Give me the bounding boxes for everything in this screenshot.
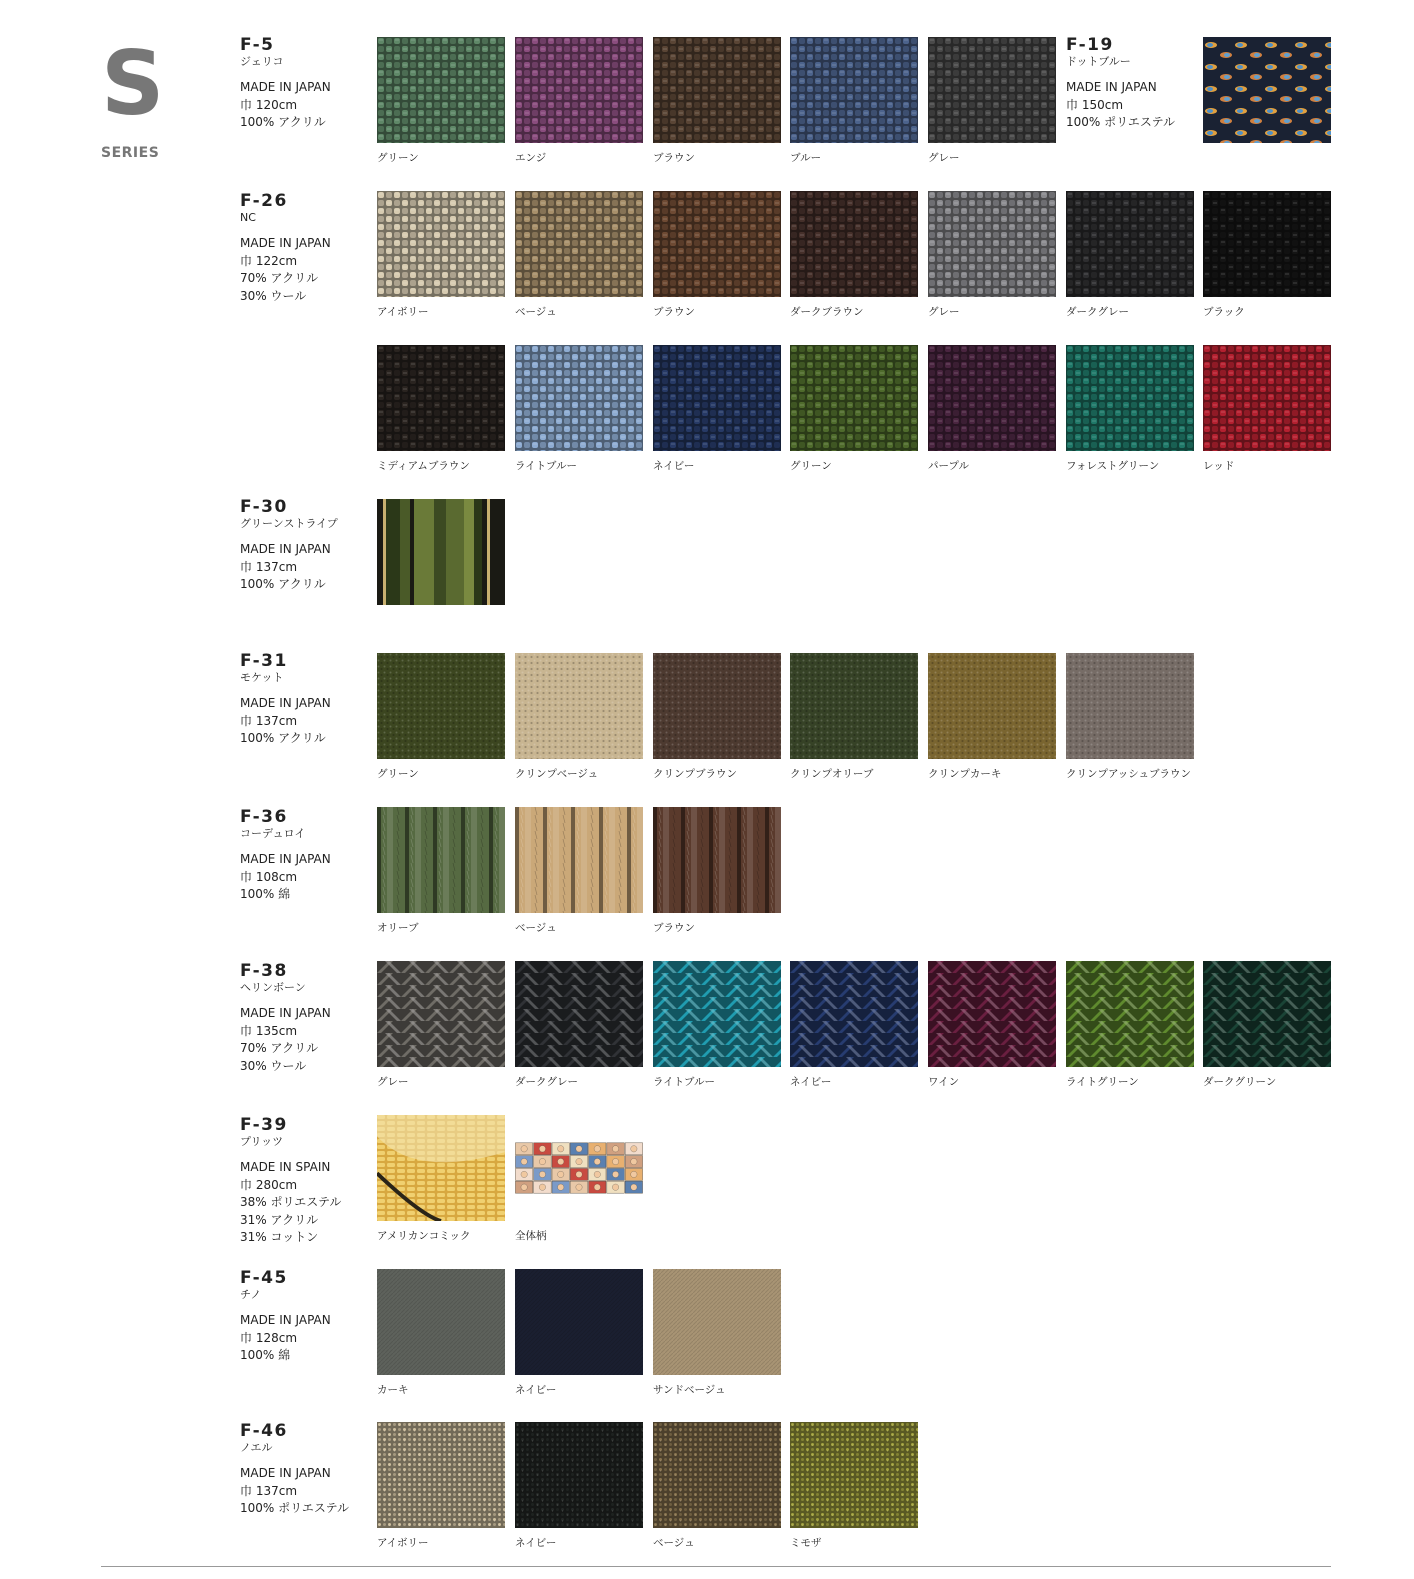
- fabric-spec: 30% ウール: [240, 1058, 307, 1073]
- swatch-label: ネイビー: [515, 1537, 557, 1549]
- swatch-label: ワイン: [928, 1076, 960, 1088]
- fabric-spec: 100% ポリエステル: [240, 1501, 350, 1515]
- fabric-spec: 100% アクリル: [240, 577, 326, 591]
- fabric-swatch: [928, 191, 1056, 297]
- fabric-spec: MADE IN JAPAN: [240, 852, 331, 866]
- fabric-swatch: [515, 191, 643, 297]
- fabric-info: [240, 652, 365, 748]
- swatch-label: クリンプベージュ: [515, 768, 599, 780]
- swatch-label: フォレストグリーン: [1066, 460, 1160, 472]
- fabric-swatch: [653, 345, 781, 451]
- fabric-spec: 巾 108cm: [240, 869, 298, 884]
- swatch-label: カーキ: [377, 1384, 409, 1396]
- fabric-name: ヘリンボーン: [240, 981, 306, 994]
- swatch-label: エンジ: [515, 152, 547, 164]
- fabric-info: [240, 1116, 365, 1247]
- fabric-spec: MADE IN JAPAN: [240, 236, 331, 250]
- fabric-swatch: [928, 37, 1056, 143]
- swatch-label: ライトグリーン: [1066, 1076, 1139, 1088]
- swatch-label: ブラウン: [653, 306, 695, 318]
- fabric-name: NC: [240, 211, 256, 224]
- swatch-label: ネイビー: [653, 460, 695, 472]
- swatch-label: クリンプカーキ: [928, 768, 1002, 780]
- fabric-spec: 巾 120cm: [240, 97, 298, 112]
- swatch-label: アメリカンコミック: [377, 1230, 471, 1242]
- fabric-spec: 100% 綿: [240, 1348, 291, 1362]
- swatch-label: グレー: [928, 306, 960, 318]
- swatch-label: グレー: [377, 1076, 409, 1088]
- swatch-label: ベージュ: [515, 306, 557, 318]
- fabric-spec: MADE IN JAPAN: [240, 80, 331, 94]
- fabric-swatch: [1066, 653, 1194, 759]
- swatch-label: ミモザ: [790, 1537, 822, 1549]
- fabric-swatch: [790, 653, 918, 759]
- fabric-swatch: [377, 1115, 505, 1221]
- fabric-swatch: [515, 1422, 643, 1528]
- fabric-spec: 70% アクリル: [240, 1041, 319, 1055]
- fabric-spec: 31% コットン: [240, 1230, 319, 1244]
- fabric-spec: MADE IN JAPAN: [240, 696, 331, 710]
- fabric-name: ジェリコ: [240, 55, 284, 68]
- fabric-name: チノ: [240, 1288, 262, 1301]
- fabric-spec: 巾 122cm: [240, 253, 298, 268]
- swatch-label: クリンプオリーブ: [790, 768, 874, 780]
- fabric-code: F-19: [1066, 35, 1114, 55]
- fabric-code: F-5: [240, 35, 275, 55]
- swatch-label: ライトブルー: [515, 460, 577, 472]
- fabric-swatch: [1203, 37, 1331, 143]
- fabric-spec: 100% 綿: [240, 887, 291, 901]
- swatch-label: ブラウン: [653, 922, 695, 934]
- fabric-swatch: [790, 1422, 918, 1528]
- fabric-name: ドットブルー: [1066, 55, 1131, 68]
- series-letter: S: [101, 32, 165, 135]
- fabric-swatch: [515, 1269, 643, 1375]
- swatch-label: パープル: [928, 460, 970, 472]
- swatch-label: ベージュ: [515, 922, 557, 934]
- swatch-label: グリーン: [377, 768, 419, 780]
- fabric-spec: 巾 137cm: [240, 1483, 298, 1498]
- swatch-label: グリーン: [377, 152, 419, 164]
- swatch-label: ライトブルー: [653, 1076, 715, 1088]
- fabric-info: [240, 1269, 365, 1365]
- fabric-spec: MADE IN JAPAN: [240, 1313, 331, 1327]
- fabric-swatch: [928, 653, 1056, 759]
- fabric-swatch: [377, 191, 505, 297]
- fabric-spec: 100% アクリル: [240, 115, 326, 129]
- swatch-label: オリーブ: [377, 922, 419, 934]
- fabric-name: プリッツ: [240, 1135, 284, 1148]
- fabric-swatch: [653, 1422, 781, 1528]
- swatch-label: クリンプブラウン: [653, 768, 737, 780]
- swatch-label: ブラック: [1203, 306, 1245, 318]
- fabric-swatch: [377, 653, 505, 759]
- fabric-spec: 巾 280cm: [240, 1177, 298, 1192]
- fabric-swatch: [653, 37, 781, 143]
- fabric-swatch: [515, 961, 643, 1067]
- swatch-label: ブルー: [790, 152, 822, 164]
- fabric-swatch: [653, 1269, 781, 1375]
- fabric-swatch: [928, 345, 1056, 451]
- fabric-swatch: [928, 961, 1056, 1067]
- fabric-info: [1066, 36, 1191, 132]
- swatch-label: ミディアムブラウン: [377, 460, 470, 472]
- swatch-label: ダークグリーン: [1203, 1076, 1277, 1088]
- fabric-spec: 100% ポリエステル: [1066, 115, 1176, 129]
- fabric-code: F-39: [240, 1115, 288, 1135]
- fabric-swatch: [1066, 191, 1194, 297]
- fabric-swatch: [1203, 961, 1331, 1067]
- fabric-swatch: [377, 345, 505, 451]
- fabric-name: ノエル: [240, 1441, 273, 1454]
- fabric-spec: 100% アクリル: [240, 731, 326, 745]
- fabric-code: F-26: [240, 191, 288, 211]
- swatch-label: クリンプアッシュブラウン: [1066, 768, 1192, 780]
- fabric-spec: 31% アクリル: [240, 1212, 319, 1227]
- fabric-spec: MADE IN JAPAN: [240, 1006, 331, 1020]
- swatch-label: ネイビー: [515, 1384, 557, 1396]
- fabric-swatch: [790, 37, 918, 143]
- swatch-label: グレー: [928, 152, 960, 164]
- swatch-label: アイボリー: [377, 306, 429, 318]
- fabric-spec: MADE IN JAPAN: [240, 1466, 331, 1480]
- fabric-spec: 70% アクリル: [240, 271, 319, 285]
- swatch-label: 全体柄: [515, 1230, 547, 1242]
- fabric-spec: 巾 128cm: [240, 1330, 298, 1345]
- fabric-info: [240, 498, 365, 594]
- fabric-swatch: [377, 1422, 505, 1528]
- fabric-spec: MADE IN SPAIN: [240, 1160, 331, 1174]
- fabric-code: F-38: [240, 961, 288, 981]
- fabric-info: [240, 1422, 365, 1518]
- fabric-code: F-45: [240, 1268, 288, 1288]
- fabric-swatch: [515, 1115, 643, 1221]
- swatch-label: ネイビー: [790, 1076, 832, 1088]
- fabric-swatch: [515, 345, 643, 451]
- swatch-label: ダークブラウン: [790, 306, 864, 318]
- swatch-label: サンドベージュ: [653, 1384, 726, 1396]
- fabric-swatch: [790, 345, 918, 451]
- fabric-code: F-46: [240, 1421, 288, 1441]
- fabric-spec: 38% ポリエステル: [240, 1195, 342, 1209]
- fabric-info: [240, 36, 365, 132]
- fabric-code: F-30: [240, 497, 288, 517]
- fabric-spec: MADE IN JAPAN: [240, 542, 331, 556]
- fabric-swatch: [377, 499, 505, 605]
- fabric-info: [240, 962, 365, 1075]
- swatch-label: グリーン: [790, 460, 832, 472]
- fabric-name: コーデュロイ: [240, 827, 306, 840]
- swatch-label: アイボリー: [377, 1537, 429, 1549]
- fabric-name: モケット: [240, 671, 284, 684]
- fabric-swatch: [377, 1269, 505, 1375]
- bottom-divider: [101, 1566, 1331, 1567]
- series-label: SERIES: [101, 145, 160, 161]
- fabric-swatch: [790, 191, 918, 297]
- fabric-spec: 巾 137cm: [240, 713, 298, 728]
- fabric-spec: 30% ウール: [240, 288, 307, 303]
- fabric-swatch: [1066, 961, 1194, 1067]
- fabric-swatch: [377, 37, 505, 143]
- fabric-swatch: [1203, 345, 1331, 451]
- fabric-swatch: [653, 807, 781, 913]
- fabric-swatch: [653, 653, 781, 759]
- fabric-swatch: [515, 653, 643, 759]
- fabric-swatch: [653, 961, 781, 1067]
- swatch-label: ブラウン: [653, 152, 695, 164]
- fabric-code: F-31: [240, 651, 288, 671]
- fabric-spec: 巾 135cm: [240, 1023, 298, 1038]
- fabric-swatch: [377, 961, 505, 1067]
- fabric-swatch: [515, 807, 643, 913]
- fabric-spec: 巾 150cm: [1066, 97, 1124, 112]
- swatch-label: ダークグレー: [1066, 306, 1129, 318]
- swatch-label: レッド: [1203, 460, 1235, 472]
- fabric-spec: 巾 137cm: [240, 559, 298, 574]
- fabric-info: [240, 192, 365, 305]
- fabric-swatch: [1203, 191, 1331, 297]
- swatch-label: ダークグレー: [515, 1076, 578, 1088]
- fabric-spec: MADE IN JAPAN: [1066, 80, 1157, 94]
- fabric-name: グリーンストライプ: [240, 517, 338, 530]
- fabric-swatch: [515, 37, 643, 143]
- swatch-label: ベージュ: [653, 1537, 695, 1549]
- fabric-swatch: [790, 961, 918, 1067]
- fabric-code: F-36: [240, 807, 288, 827]
- fabric-info: [240, 808, 365, 904]
- fabric-swatch: [1066, 345, 1194, 451]
- fabric-swatch: [653, 191, 781, 297]
- fabric-swatch: [377, 807, 505, 913]
